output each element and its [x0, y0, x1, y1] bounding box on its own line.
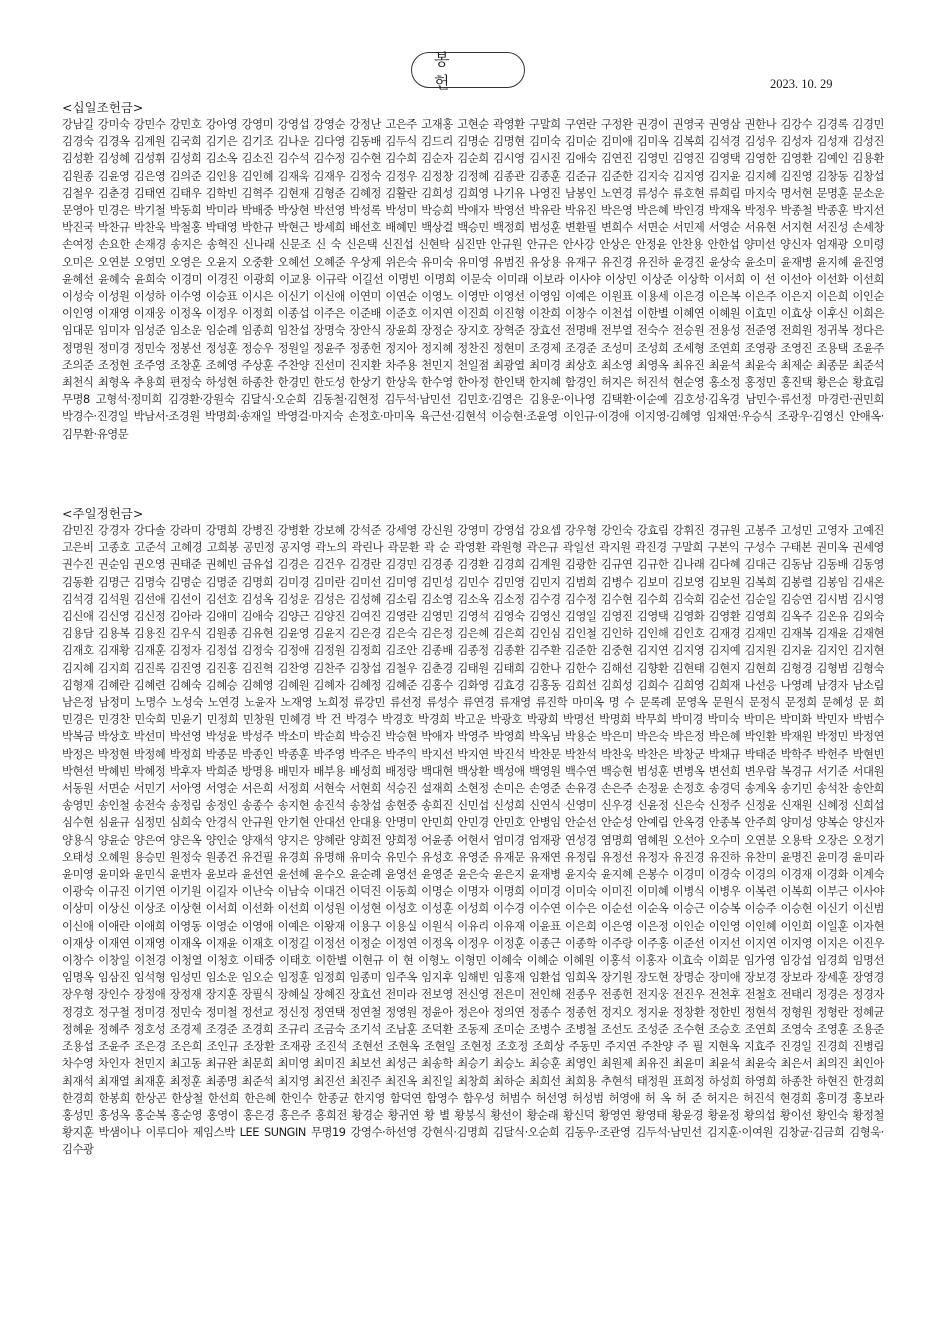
section-heading: <주일정헌금>: [62, 506, 144, 521]
sunday-offering-section: [62, 506, 884, 1159]
tithe-section: [62, 100, 884, 443]
name-list: 강남길 강미숙 강민수 강민호 강아영 강영미 강영섭 강영순 강정난 고은주 고재홍 고현순 곽영환 구말희 구연란 구정완 권경이 권영국 권영삼 권한나 김강수 김경록 김경민 김경숙 김경옥 김계원 김국희 김기은 김기조 김나운 김다영 김동배 김두식 김드리 김명순 김명현 김미숙 김미순 김미애 김미옥 김복희 김석경 김성우 김성자 김성재 김성진 김성환 김성혜 김성휘 김성희 김소옥 김소진 김수석 김수정 김수현 김수희 김순자 김순희 김시영 김시진 김애숙 김연진 김영민 김영진 김영택 김영한 김영환 김예인 김용환 김원종 김윤영 김은영 김의준 김인용 김인혜 김재욱 김재우 김정숙 김정우 김정창 김정혜 김종관 김종훈 김준규 김준한 김지숙 김지영 김지윤 김지혜 김진영 김창동 김창섭 김철우 김춘경 김태연 김태우 김학빈 김혁주 김현재 김형준 김혜정 김활란 김희성 김희영 나기유 나영진 남봉인 노연경 류성수 류호현 류희림 마지숙 명서현 문명훈 문소운 문영아 민경은 박기철 박동희 박미라 박배중 박상현 박선영 박성록 박성미 박승희 박애자 박영선 박유란 박유진 박은영 박은혜 박인경 박재옥 박정우 박종철 박종훈 박지선 박진국 박찬규 박찬욱 박철홍 박태영 박한규 박현근 방세희 배선호 배혜민 백상걸 백승민 백정희 범성훈 변환필 변희수 서면순 서민제 서영순 서유현 서지현 서진성 손세창 손여정 손요한 손재경 송지은 송혁진 신나래 신문조 신 숙 신은택 신진섭 신현탁 심진만 안규원 안규은 안사강 안상은 안정윤 안찬용 안한섭 양미선 양신자 엄재광 오미령 오미은 오연분 오영민 오영은 오윤지 오중환 오혜선 오혜준 우상제 위은숙 유미숙 유미영 유범진 유상용 유재구 유진경 유진하 윤경진 윤상숙 윤소미 윤재병 윤지혜 윤진영 윤혜선 윤혜숙 윤희숙 이경미 이경진 이광희 이교용 이규락 이길선 이명빈 이명희 이문숙 이미래 이보라 이사야 이상민 이상준 이상학 이서희 이 선 이선아 이선화 이선희 이성숙 이성원 이성하 이수영 이승표 이시은 이신기 이신애 이연미 이연순 이영노 이영만 이영선 이영임 이예은 이원표 이용세 이은경 이은복 이은주 이은지 이은희 이인순 이인영 이재영 이재웅 이정옥 이정우 이정희 이종섭 이주은 이준배 이준호 이지연 이진희 이진형 이찬희 이창수 이천섭 이한별 이혜연 이혜원 이효민 이효상 이후신 이희은 임대문 임미자 임성준 임소운 임순례 임종희 임찬섭 장명숙 장안식 장윤희 장정순 장지호 장혁준 장효선 전명배 전부열 전숙수 전승원 전용성 전준영 전희원 정귀복 정다은 정명원 정미경 정민숙 정봉선 정성훈 정승우 정원일 정윤주 정종헌 정지아 정지혜 정찬진 정현미 조경제 조경준 조성미 조성희 조세형 조연희 조영광 조영진 조용택 조윤주 조의준 조정현 조주영 조창훈 조혜영 주상훈 주찬양 진선미 진지환 차주용 천민지 천일점 최광열 최미경 최상호 최소영 최영옥 최유진 최윤석 최윤숙 최제순 최종문 최준석 최천식 최형옥 추용희 편정숙 하성현 하종찬 한경민 한도성 한상기 한상욱 한수영 한아정 한인택 한지혜 함경인 허지은 허진석 현순영 홍소정 홍정민 홍진택 황은순 황효림 무명8 고형석·정미희 김경환·강원숙 김달식·오순희 김동철·김현정 김두석·남민선 김민호·김영은 김용운·이나영 김택환·이순예 김호성·김옥경 남민수·류선정 마경런·권민희 박경수·진경일 박남서·조경원 박명희·송재일 박영걸·마지숙 손정호·마미옥 육근선·김현석 이승현·조윤영 이인규·이경애 이지영·김혜영 임채연·우승식 조광우·김영신 안애옥·김무환·유영문: [62, 118, 884, 441]
page-title: 봉 헌: [411, 52, 525, 88]
name-list: 감민진 강경자 강다솔 강라미 강명희 강병진 강병환 강보혜 강석준 강세영 강신원 강영미 강영섭 강요셉 강우형 강인숙 강효림 강휘진 경규원 고봉주 고성민 고영자 고예진 고은비 고종호 고준석 고혜경 고희봉 공민정 공지영 곽노의 곽린나 곽문환 곽 순 곽영환 곽원형 곽은규 곽일선 곽지원 곽진경 구말희 구본익 구성수 구태본 권미옥 권세영 권수진 권순임 권오영 권태준 권혜빈 금유섭 김경은 김건우 김경란 김경민 김경종 김경환 김경희 김계원 김광한 김규연 김규한 김나래 김다혜 김대근 김동남 김동배 김동영 김동환 김명근 김명숙 김명순 김명준 김명희 김미경 김미란 김미선 김미영 김민성 김민수 김민영 김민지 김범희 김병수 김보미 김보영 김보원 김복희 김봉렬 김봉임 김새온 김석경 김석원 김선애 김선이 김선호 김성옥 김성운 김성은 김성혜 김소림 김소영 김소옥 김소정 김수경 김수정 김수현 김수희 김숙희 김순선 김순일 김승연 김시범 김시영 김신애 김신영 김신정 김아라 김애미 김애숙 김양근 김양진 김여진 김영란 김영민 김영석 김영숙 김영신 김영일 김영진 김영택 김영화 김영환 김영희 김옥주 김온유 김외숙 김용담 김용복 김용진 김우식 김원종 김유현 김윤영 김윤지 김은경 김은숙 김은정 김은혜 김은희 김인심 김인철 김인하 김인해 김인호 김재경 김재민 김재복 김재윤 김재현 김재호 김재황 김재훈 김정자 김정섭 김정숙 김정애 김정원 김정희 김조안 김종배 김종정 김종환 김주환 김준한 김중현 김지연 김지영 김지예 김지원 김지윤 김지인 김지현 김지혜 김지희 김진록 김진영 김진홍 김진혁 김찬영 김찬주 김창섭 김철우 김춘경 김태원 김태희 김한나 김한수 김해선 김향환 김현태 김현지 김현희 김형경 김형범 김형숙 김형재 김혜란 김혜련 김혜숙 김혜승 김혜영 김혜원 김혜자 김혜정 김혜준 김홍수 김화영 김효경 김홍동 김희선 김희성 김희수 김희영 김희재 나선응 나영례 남경자 남소림 남은정 남정미 노명수 노성숙 노연경 노윤자 노재영 노희정 류강민 류선정 류성수 류연경 류재영 류진학 마미옥 명 수 문록례 문영옥 문원식 문정식 문정희 문혜성 문 희 민경은 민경찬 민숙희 민윤기 민정희 민창원 민혜경 박 건 박경수 박경호 박경희 박고운 박광호 박광희 박명선 박명희 박무희 박미경 박미숙 박미은 박미화 박민자 박범수 박복금 박상호 박선미 박선영 박성윤 박성주 박소미 박순희 박승진 박승현 박애자 박영주 박영희 박옥님 박용순 박은미 박은숙 박은정 박은혜 박인환 박재원 박정민 박정연 박정은 박정현 박정혜 박정희 박종문 박종인 박종훈 박주영 박주은 박주익 박지선 박지연 박진석 박찬문 박찬석 박찬욱 박찬은 박창군 박채규 박태준 박학주 박헌주 박현빈 박현선 박혜빈 박혜정 박후자 박희준 방명용 배민자 배부용 배성희 배정랑 백대현 백상환 백성애 백영원 백수연 백승현 범성훈 변병옥 변선희 변우람 복경규 서기준 서대원 서동원 서면순 서민기 서아영 서영순 서은희 서정희 서현숙 서현희 석승진 설재희 소현정 손미은 손영준 손유경 손은주 손정윤 손정호 송경덕 송계옥 송기민 송석찬 송안희 송영민 송인철 송전숙 송정림 송정인 송종수 송지현 송진석 송창섭 송현중 송희진 신민섭 신성희 신연식 신영미 신우경 신윤정 신은숙 신정주 신정윤 신재원 신혜정 신희섭 심수현 심윤규 심정민 심희숙 안경식 안규원 안기현 안대선 안대용 안명미 안민희 안민경 안민호 안병임 안순선 안순성 안예림 안옥경 안종복 안주희 양미성 양복순 양신자 양용식 양윤순 양은여 양은옥 양인순 양재석 양지은 양혜란 양희전 양희정 어윤종 어현서 엄미경 엄재광 연성경 염명희 염혜원 오선아 오수미 오연분 오용탁 오장은 오정기 오태성 오혜원 용승민 원정숙 원종건 유건필 유경희 유명해 유미숙 유민수 유성호 유영준 유재문 유재연 유정림 유정선 유정자 유진경 유진하 유찬미 윤명진 윤미경 윤미라 윤미영 윤미와 윤민식 윤번자 윤보라 윤선연 윤선혜 윤수오 윤순례 윤영선 윤영준 윤은숙 윤은지 윤재병 윤지숙 윤지혜 은봉수 이경미 이경숙 이경의 이경재 이경화 이계숙 이광숙 이규진 이기연 이기원 이길자 이난숙 이남숙 이대건 이덕진 이동희 이명순 이명자 이명희 이미경 이미숙 이미진 이미혜 이병식 이병우 이복련 이복희 이부근 이사야 이상미 이상신 이상조 이상현 이서희 이선화 이선희 이성원 이성현 이성호 이성훈 이성희 이수경 이수연 이수은 이순선 이순옥 이승근 이승복 이승주 이승현 이신기 이신범 이신애 이애란 이애희 이영동 이영순 이영애 이예은 이왕재 이용구 이용실 이원식 이유리 이유재 이윤표 이은희 이은영 이은정 이인순 이인영 이인혜 이인희 이일훈 이자현 이재상 이재연 이재영 이재옥 이재윤 이재호 이정길 이정선 이정순 이정연 이정옥 이정우 이정훈 이종근 이종학 이주랑 이주홍 이준선 이지선 이지연 이지영 이지은 이진우 이창수 이창일 이천경 이청열 이청호 이태중 이태호 이한별 이현규 이 현 이형노 이형민 이혜숙 이혜순 이혜원 이홍석 이홍자 이효숙 이희문 임가영 임강섭 임경희 임명선 임명옥 임삼진 임석형 임성민 임소운 임오순 임정훈 임정희 임종미 임주옥 임지후 임해빈 임홍재 임환섭 임희옥 장기원 장도현 장명순 장미애 장보경 장보라 장세훈 장영경 장우형 장인수 장정애 장정재 장지훈 장필식 장혜실 장혜진 장효선 전미라 전보영 전신영 전은미 전인해 전종우 전종헌 전지웅 전진우 전천후 전철호 전태리 정경은 정경자 정경호 정구철 정미경 정민숙 정미철 정선교 정신정 정연택 정연철 정영원 정윤아 정은아 정의연 정종수 정종헌 정지오 정지윤 정창환 정한빈 정현석 정형원 정형란 정혜균 정혜윤 정혜주 정호성 조경제 조경준 조경희 조규리 조금숙 조기석 조남훈 조덕환 조동제 조미순 조병수 조병철 조선도 조성준 조수현 조승호 조연희 조영숙 조영훈 조용준 조용섭 조윤주 조은경 조은희 조인규 조장환 조재광 조진석 조현선 조현옥 조현일 조현정 조호정 조희상 주동민 주지연 주찬양 주 필 지현옥 지효주 진경일 진경희 진병림 차수영 차인자 천민지 최고동 최규완 최문희 최미영 최미진 최보선 최성근 최송학 최승기 최승노 최승훈 최영인 최원제 최유진 최윤미 최윤석 최윤숙 최은서 최의진 최인아 최재석 최재열 최재훈 최정훈 최종명 최준석 최지영 최진선 최진주 최진옥 최진일 최창희 최하순 최희선 최희용 추현석 태정원 표희정 하성희 하영희 하종찬 하현진 한경희 한경희 한봉희 한상곤 한상철 한선희 한은혜 한인수 한종균 한지영 함덕연 함영수 함우성 허범수 허선영 허성범 허영애 허 옥 허 준 허지은 허진석 현경희 홍미경 홍보라 홍성민 홍성옥 홍순복 홍순영 홍영이 홍은경 홍은주 홍희전 황경순 황귀연 황 별 황붕식 황선이 황순래 황신덕 황영연 황영태 황윤경 황윤정 황의섭 황이선 황인숙 황정철 황지훈 박샘이나 이루디아 제임스박 LEE SUNGIN 무명19 강영수·하선영 강현식·김명희 김달식·오순희 김동우·조관영 김두석·남민선 김지훈·이여원 김창균·김금희 김형욱·김수광: [62, 524, 884, 1157]
section-heading: <십일조헌금>: [62, 100, 144, 115]
date: 2023. 10. 29: [770, 77, 833, 91]
